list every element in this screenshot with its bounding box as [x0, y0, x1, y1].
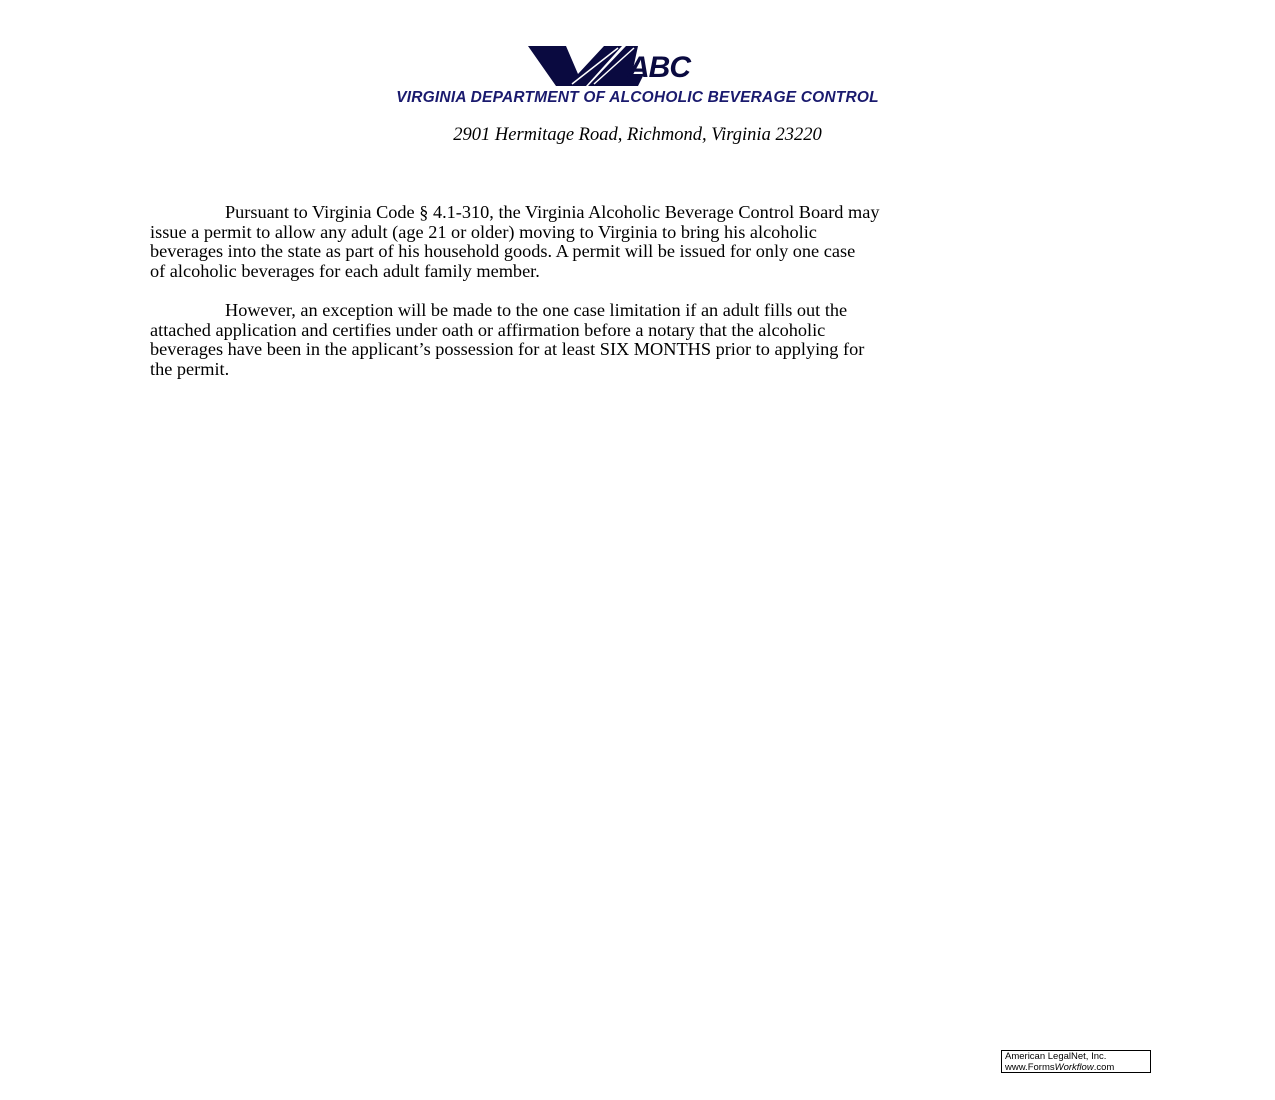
footer-url-italic: Workflow [1054, 1061, 1094, 1073]
text-line: the permit. [150, 358, 230, 379]
text-line: beverages into the state as part of his household goods. A permit will be issued for only one case [150, 241, 856, 262]
text-line: However, an exception will be made to the one case limitation if an adult fills out the [225, 300, 848, 320]
svg-text:ABC: ABC [628, 51, 690, 84]
footer-credit-box [1001, 1050, 1151, 1073]
text-line: attached application and certifies under oath or affirmation before a notary that the alcoholic [150, 319, 826, 340]
agency-address: 2901 Hermitage Road, Richmond, Virginia 23220 [453, 125, 822, 145]
footer-url [1005, 1063, 1150, 1074]
text-line: of alcoholic beverages for each adult family member. [150, 260, 540, 281]
va-abc-logo [526, 44, 728, 88]
agency-name: VIRGINIA DEPARTMENT OF ALCOHOLIC BEVERAGE CONTROL [396, 89, 879, 106]
paragraph-exception [150, 301, 1130, 379]
paragraph-permit [150, 203, 1130, 281]
text-line: issue a permit to allow any adult (age 21 or older) moving to Virginia to bring his alcoholic [150, 221, 817, 242]
footer-company: American LegalNet, Inc. [1005, 1051, 1107, 1062]
footer-url-prefix: www.Forms [1005, 1061, 1055, 1073]
text-line: Pursuant to Virginia Code § 4.1-310, the Virginia Alcoholic Beverage Control Board may [225, 202, 880, 222]
footer-url-suffix: .com [1093, 1061, 1115, 1073]
text-line: beverages have been in the applicant’s possession for at least SIX MONTHS prior to applying for [150, 339, 865, 360]
